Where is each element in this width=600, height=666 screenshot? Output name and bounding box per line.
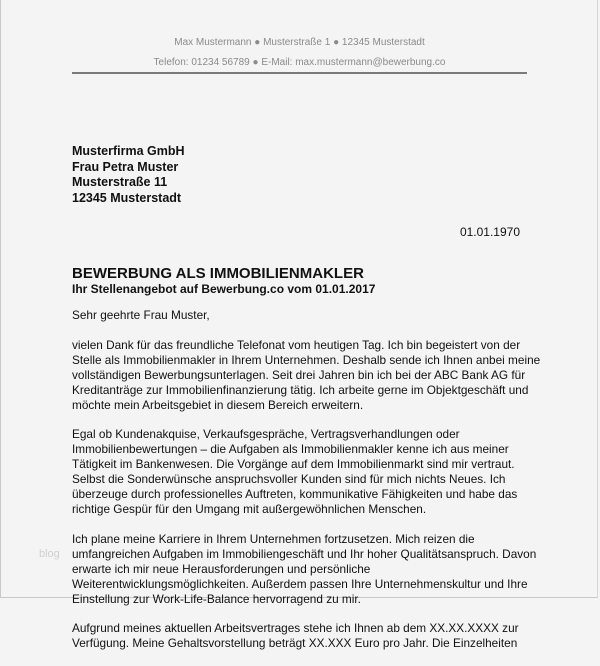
- paragraph: Egal ob Kundenakquise, Verkaufsgespräche, Vertragsverhandlungen oder Immobilienbewertungen – die Aufgaben als Immobilienmakler kenne ich aus meiner Tätigkeit im Bankenwesen. Die Vorgänge auf dem Immobilienmarkt sind mir vertraut. Selbst die Sonderwünsche anspruchsvoller Kunden sind für mich nichts Neues. Ich überzeuge durch professionelles Auftreten, kommunikative Fähigkeiten und habe das richtige Gespür für den Umgang mit außergewöhnlichen Menschen.: [72, 427, 518, 516]
- recipient-name: Frau Petra Muster: [72, 159, 179, 174]
- salutation: Sehr geehrte Frau Muster,: [72, 308, 210, 322]
- letter-body: [72, 308, 542, 666]
- recipient-street: Musterstraße 11: [72, 175, 168, 189]
- header-divider: [72, 72, 527, 74]
- watermark: blog: [39, 548, 60, 560]
- subject-title: BEWERBUNG ALS IMMOBILIENMAKLER: [72, 265, 364, 282]
- sender-address: Max Mustermann ● Musterstraße 1 ● 12345 Musterstadt: [174, 37, 425, 48]
- sender-contact: Telefon: 01234 56789 ● E-Mail: max.mustermann@bewerbung.co: [153, 57, 446, 68]
- recipient-address: [72, 144, 185, 206]
- paragraph: Ich plane meine Karriere in Ihrem Unternehmen fortzusetzen. Mich reizen die umfangreichen Aufgaben im Immobiliengeschäft und Ihr hoher Qualitätsanspruch. Davon erwarte ich mir neue Herausforderungen und persönliche Weiterentwicklungsmöglichkeiten. Außerdem passen Ihre Unternehmenskultur und Ihre Einstellung zur Work-Life-Balance hervorragend zu mir.: [72, 531, 537, 606]
- letter-date: 01.01.1970: [459, 225, 520, 239]
- sender-header: [72, 33, 527, 73]
- subject-block: [72, 265, 375, 296]
- recipient-city: 12345 Musterstadt: [72, 190, 182, 205]
- paragraph: vielen Dank für das freundliche Telefonat vom heutigen Tag. Ich bin begeistert von der Stelle als Immobilienmakler in Ihrem Unternehmen. Deshalb sende ich Ihnen anbei meine vollständigen Bewerbungsunterlagen. Seit drei Jahren bin ich bei der ABC Bank AG für Kreditanträge zur Immobilienfinanzierung tätig. Ich arbeite gerne im Objektgeschäft und möchte mein Arbeitsgebiet in diesem Bereich erweitern.: [72, 337, 541, 412]
- subject-subtitle: Ihr Stellenangebot auf Bewerbung.co vom 01.01.2017: [72, 282, 376, 296]
- paragraph: Aufgrund meines aktuellen Arbeitsvertrages stehe ich Ihnen ab dem XX.XX.XXXX zur Verfügung. Meine Gehaltsvorstellung beträgt XX.XXX Euro pro Jahr. Die Einzelheiten: [72, 621, 519, 651]
- recipient-company: Musterfirma GmbH: [72, 144, 185, 158]
